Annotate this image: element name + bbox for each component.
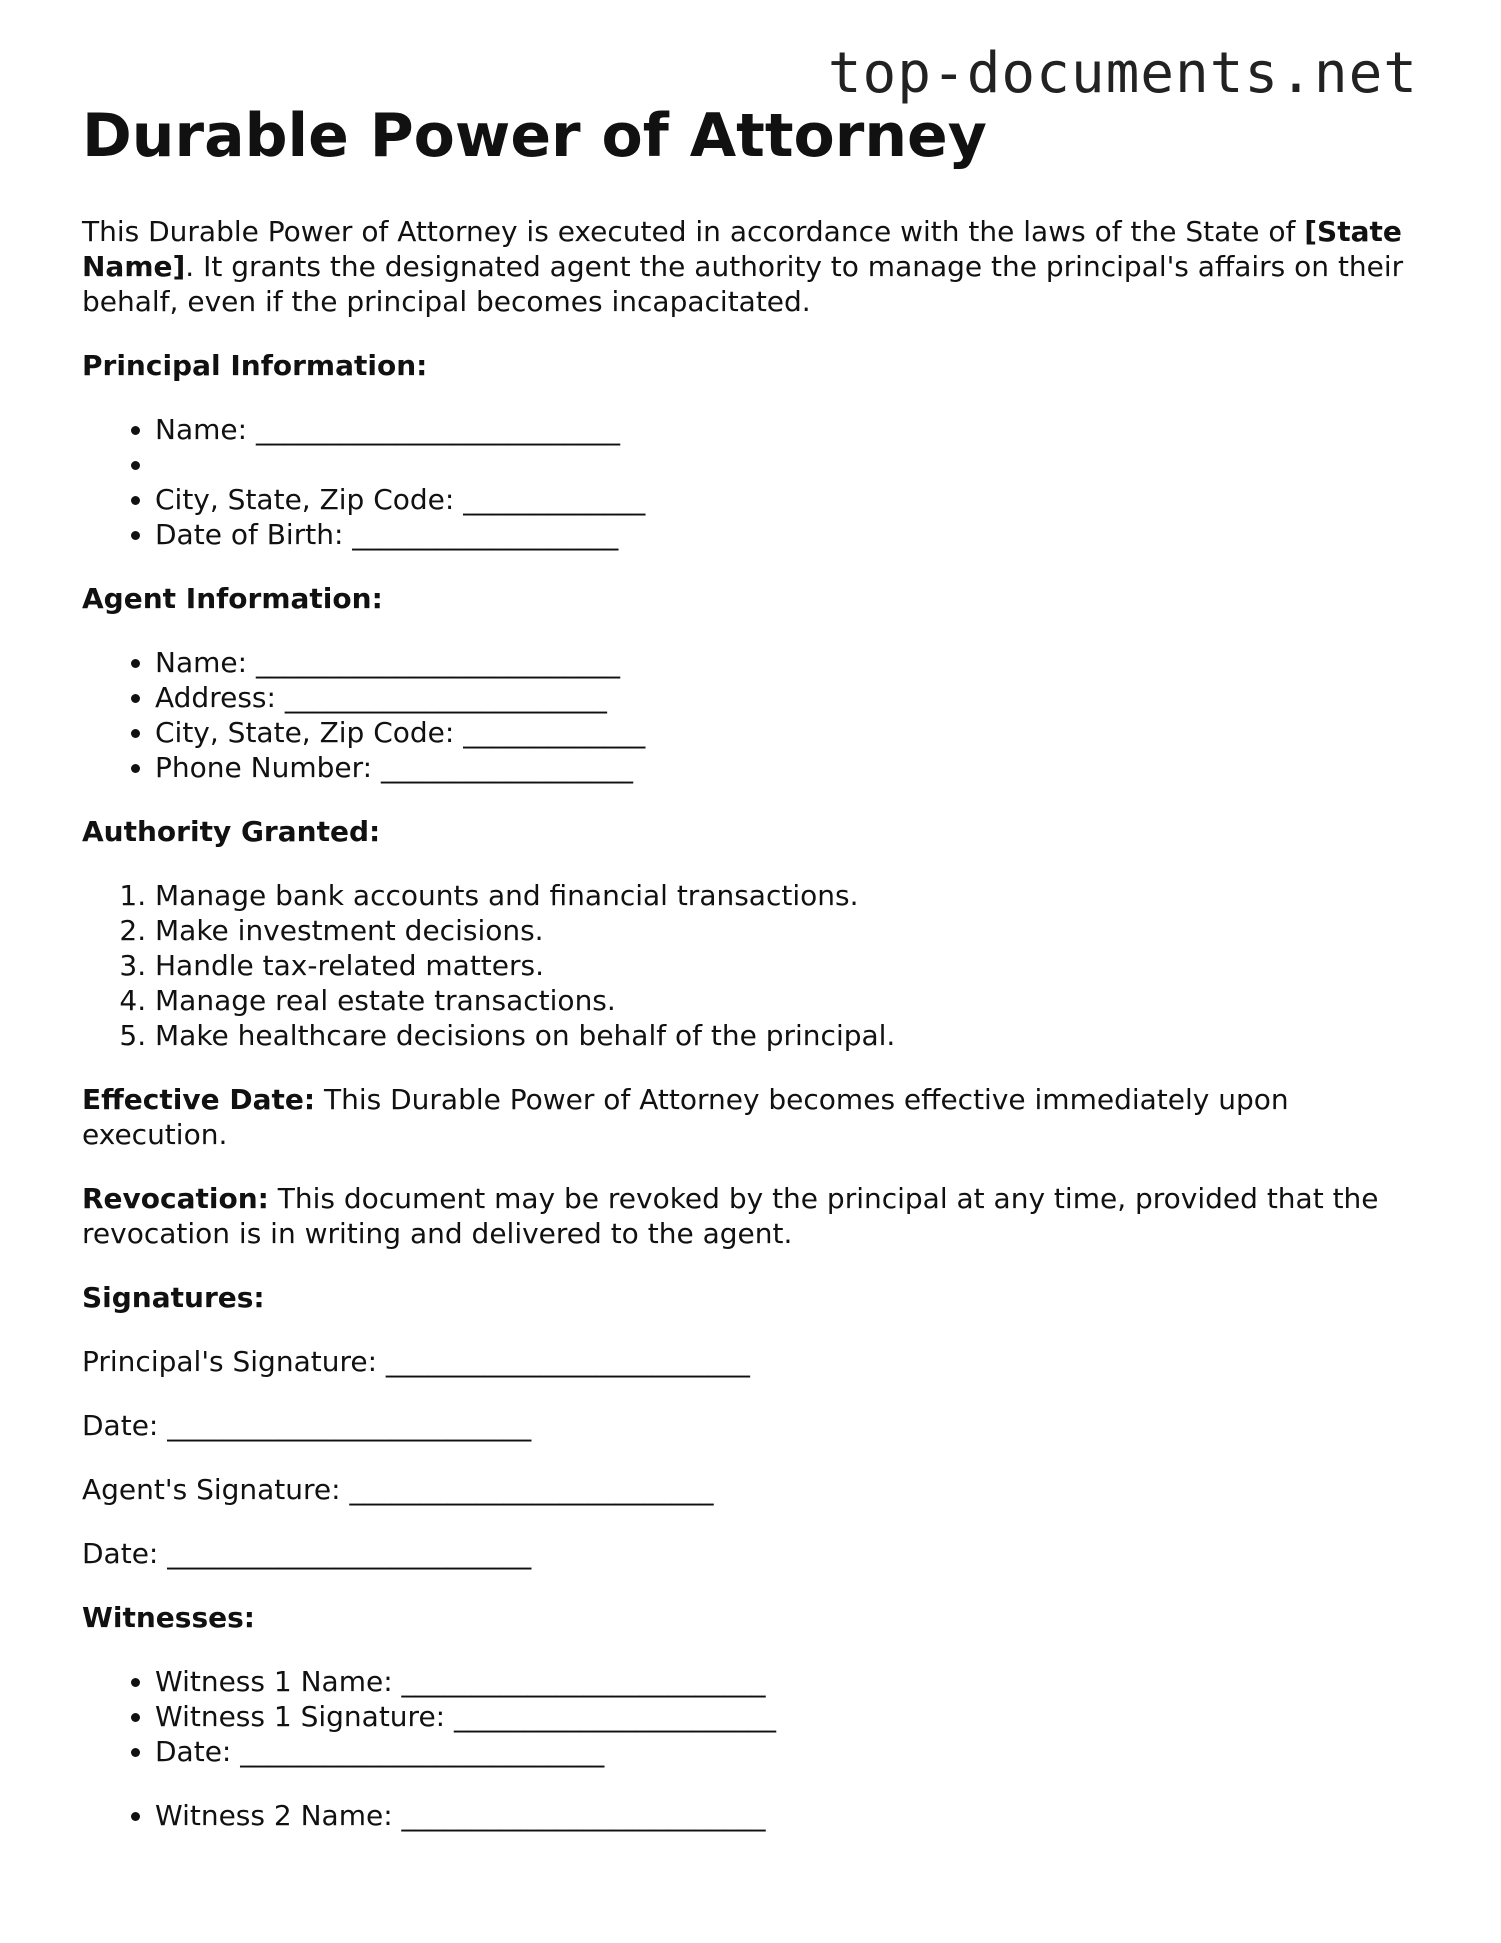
witness-2-list xyxy=(82,1798,1422,1833)
principal-signature-line: Principal's Signature: __________________________ xyxy=(82,1345,750,1378)
authority-item: 2. Make investment decisions. xyxy=(155,913,1422,948)
agent-date-line: Date: __________________________ xyxy=(82,1537,532,1570)
field-label: City, State, Zip Code: xyxy=(155,716,464,749)
witnesses-heading: Witnesses: xyxy=(82,1601,255,1634)
site-watermark: top-documents.net xyxy=(827,41,1418,106)
field-label: Name: xyxy=(155,646,256,679)
blank-line: __________________ xyxy=(380,751,633,784)
blank-line: __________________________ xyxy=(255,646,620,679)
principal-date-line: Date: __________________________ xyxy=(82,1409,532,1442)
principal-dob-item xyxy=(155,517,1422,552)
agent-info-list xyxy=(82,645,1422,785)
agent-address-item xyxy=(155,680,1422,715)
authority-item: 1. Manage bank accounts and financial transactions. xyxy=(155,878,1422,913)
agent-phone-item xyxy=(155,750,1422,785)
intro-text-before: This Durable Power of Attorney is executed in accordance with the laws of the State of xyxy=(82,215,1305,248)
signatures-heading: Signatures: xyxy=(82,1281,265,1314)
blank-line: _______________________ xyxy=(284,681,607,714)
agent-name-item xyxy=(155,645,1422,680)
authority-item: 4. Manage real estate transactions. xyxy=(155,983,1422,1018)
principal-city-item xyxy=(155,482,1422,517)
field-label: Phone Number: xyxy=(155,751,381,784)
blank-line: _____________ xyxy=(463,483,646,516)
agent-info-heading: Agent Information: xyxy=(82,582,383,615)
authority-list xyxy=(82,878,1422,1053)
principal-info-heading: Principal Information: xyxy=(82,349,428,382)
principal-name-item xyxy=(155,412,1422,447)
document-title: Durable Power of Attorney xyxy=(82,101,987,171)
agent-signature-line: Agent's Signature: __________________________ xyxy=(82,1473,714,1506)
field-label: City, State, Zip Code: xyxy=(155,483,464,516)
witness-1-signature-item: • Witness 1 Signature: _______________________ xyxy=(155,1699,1422,1734)
agent-city-item xyxy=(155,715,1422,750)
revocation-text: This document may be revoked by the principal at any time, provided that the revocation is in writing and delivered to the agent. xyxy=(82,1182,1379,1250)
intro-paragraph xyxy=(82,214,1422,319)
witness-2-name-item: • Witness 2 Name: __________________________ xyxy=(155,1798,1422,1833)
effective-date-label: Effective Date: xyxy=(82,1083,316,1116)
field-label: Name: xyxy=(155,413,256,446)
field-label: Address: xyxy=(155,681,285,714)
blank-line: __________________________ xyxy=(255,413,620,446)
witness-1-name-item: • Witness 1 Name: __________________________ xyxy=(155,1664,1422,1699)
witness-1-list xyxy=(82,1664,1422,1769)
authority-item: 3. Handle tax-related matters. xyxy=(155,948,1422,983)
field-label: Date of Birth: xyxy=(155,518,353,551)
principal-empty-item xyxy=(155,447,1422,482)
authority-item: 5. Make healthcare decisions on behalf of the principal. xyxy=(155,1018,1422,1053)
revocation-label: Revocation: xyxy=(82,1182,269,1215)
state-name-placeholder: [State Name] xyxy=(82,215,1402,283)
document-body xyxy=(82,100,1422,1833)
effective-date-paragraph xyxy=(82,1082,1422,1152)
intro-text-after: . It grants the designated agent the authority to manage the principal's affairs on their behalf, even if the principal becomes incapacitated. xyxy=(82,250,1404,318)
effective-date-text: This Durable Power of Attorney becomes effective immediately upon execution. xyxy=(82,1083,1289,1151)
blank-line: ___________________ xyxy=(352,518,619,551)
authority-heading: Authority Granted: xyxy=(82,815,381,848)
witness-1-date-item: • Date: __________________________ xyxy=(155,1734,1422,1769)
principal-info-list xyxy=(82,412,1422,552)
blank-line: _____________ xyxy=(463,716,646,749)
revocation-paragraph xyxy=(82,1181,1422,1251)
